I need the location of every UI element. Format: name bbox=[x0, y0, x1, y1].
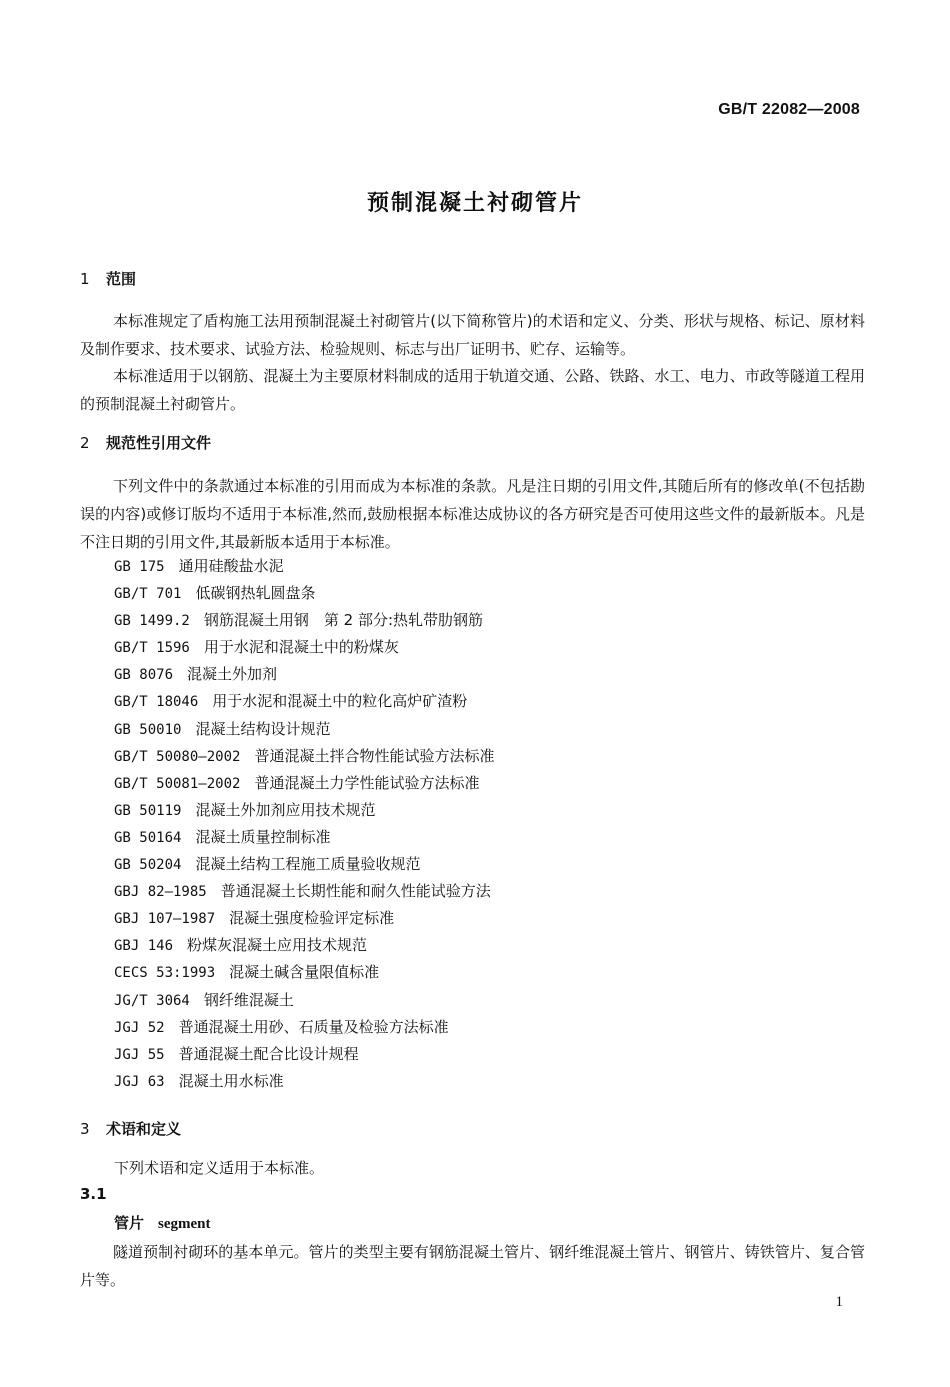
terms-intro: 下列术语和定义适用于本标准。 bbox=[114, 1159, 325, 1177]
reference-code: GB/T 701 bbox=[114, 586, 182, 603]
section-heading-terms bbox=[80, 1118, 181, 1139]
reference-code: GB 50010 bbox=[114, 721, 182, 738]
reference-code: GB 175 bbox=[114, 559, 165, 575]
scope-paragraph-2: 本标准适用于以钢筋、混凝土为主要原材料制成的适用于轨道交通、公路、铁路、水工、电力、市政等隧道工程用的预制混凝土衬砌管片。 bbox=[80, 367, 865, 413]
reference-code: GBJ 146 bbox=[114, 938, 174, 955]
term-definition: 隧道预制衬砌环的基本单元。管片的类型主要有钢筋混凝土管片、钢纤维混凝土管片、钢管片、铸铁管片、复合管片等。 bbox=[80, 1243, 865, 1289]
reference-item bbox=[114, 661, 494, 688]
references-intro: 下列文件中的条款通过本标准的引用而成为本标准的条款。凡是注日期的引用文件,其随后所有的修改单(不包括勘误的内容)或修订版均不适用于本标准,然而,鼓励根据本标准达成协议的各方研究是否可使用这些文件的最新版本。凡是不注日期的引用文件,其最新版本适用于本标准。 bbox=[80, 477, 865, 551]
reference-title: 粉煤灰混凝土应用技术规范 bbox=[187, 936, 368, 955]
reference-title: 混凝土外加剂应用技术规范 bbox=[195, 800, 376, 819]
reference-title: 普通混凝土长期性能和耐久性能试验方法 bbox=[220, 882, 491, 901]
reference-title: 用于水泥和混凝土中的粉煤灰 bbox=[203, 638, 399, 657]
reference-item bbox=[114, 1068, 494, 1095]
section-heading-scope bbox=[80, 268, 136, 289]
section-title: 规范性引用文件 bbox=[106, 434, 212, 452]
reference-title: 混凝土结构设计规范 bbox=[195, 719, 331, 738]
reference-item bbox=[114, 878, 494, 905]
section-number: 3 bbox=[80, 1120, 90, 1138]
reference-item bbox=[114, 634, 494, 661]
reference-code: GB 1499.2 bbox=[114, 613, 190, 630]
reference-title: 混凝土强度检验评定标准 bbox=[229, 909, 395, 928]
reference-title: 钢纤维混凝土 bbox=[203, 990, 294, 1009]
term-chinese: 管片 bbox=[114, 1214, 145, 1232]
reference-title: 通用硅酸盐水泥 bbox=[178, 557, 284, 575]
reference-code: JGJ 55 bbox=[114, 1046, 165, 1063]
reference-item bbox=[114, 743, 494, 770]
reference-code: GB/T 50080—2002 bbox=[114, 748, 241, 765]
reference-title: 钢筋混凝土用钢 第 2 部分:热轧带肋钢筋 bbox=[203, 611, 483, 630]
reference-code: JG/T 3064 bbox=[114, 992, 190, 1009]
reference-title: 普通混凝土力学性能试验方法标准 bbox=[254, 773, 480, 792]
reference-code: GBJ 82—1985 bbox=[114, 884, 207, 901]
document-title: 预制混凝土衬砌管片 bbox=[366, 191, 583, 216]
reference-code: GBJ 107—1987 bbox=[114, 911, 216, 928]
reference-item bbox=[114, 824, 494, 851]
reference-title: 混凝土碱含量限值标准 bbox=[229, 963, 380, 982]
reference-item bbox=[114, 851, 494, 878]
reference-title: 普通混凝土配合比设计规程 bbox=[178, 1044, 359, 1063]
reference-item bbox=[114, 770, 494, 797]
term-name bbox=[114, 1212, 211, 1233]
term-number: 3.1 bbox=[80, 1185, 107, 1203]
reference-title: 混凝土结构工程施工质量验收规范 bbox=[195, 855, 421, 874]
reference-code: GB 8076 bbox=[114, 667, 174, 684]
section-title: 范围 bbox=[106, 270, 137, 288]
reference-code: JGJ 52 bbox=[114, 1019, 165, 1036]
reference-code: GB/T 1596 bbox=[114, 640, 190, 657]
reference-code: GB/T 50081—2002 bbox=[114, 775, 241, 792]
term-english: segment bbox=[158, 1216, 211, 1232]
reference-code: CECS 53:1993 bbox=[114, 965, 216, 982]
reference-title: 混凝土用水标准 bbox=[178, 1071, 284, 1090]
reference-title: 普通混凝土用砂、石质量及检验方法标准 bbox=[178, 1017, 449, 1036]
reference-item bbox=[114, 716, 494, 743]
section-number: 2 bbox=[80, 434, 90, 452]
reference-item bbox=[114, 905, 494, 932]
reference-item bbox=[114, 688, 494, 715]
reference-list bbox=[114, 553, 494, 1095]
standard-number: GB/T 22082—2008 bbox=[718, 101, 860, 118]
scope-paragraph-1: 本标准规定了盾构施工法用预制混凝土衬砌管片(以下简称管片)的术语和定义、分类、形状与规格、标记、原材料及制作要求、技术要求、试验方法、检验规则、标志与出厂证明书、贮存、运输等。 bbox=[80, 312, 865, 358]
reference-code: JGJ 63 bbox=[114, 1073, 165, 1090]
reference-item bbox=[114, 932, 494, 959]
reference-title: 低碳钢热轧圆盘条 bbox=[195, 584, 316, 603]
reference-item bbox=[114, 797, 494, 824]
section-number: 1 bbox=[80, 270, 90, 288]
reference-code: GB 50164 bbox=[114, 829, 182, 846]
reference-code: GB 50204 bbox=[114, 857, 182, 874]
reference-code: GB 50119 bbox=[114, 802, 182, 819]
reference-title: 用于水泥和混凝土中的粒化高炉矿渣粉 bbox=[212, 692, 468, 711]
reference-item bbox=[114, 607, 494, 634]
page-number: 1 bbox=[835, 1294, 843, 1310]
reference-item bbox=[114, 1014, 494, 1041]
reference-item bbox=[114, 580, 494, 607]
reference-title: 混凝土质量控制标准 bbox=[195, 827, 331, 846]
reference-title: 混凝土外加剂 bbox=[187, 665, 278, 684]
section-heading-normative-references bbox=[80, 432, 211, 453]
section-title: 术语和定义 bbox=[106, 1120, 182, 1138]
reference-item bbox=[114, 553, 494, 580]
reference-code: GB/T 18046 bbox=[114, 694, 199, 711]
reference-title: 普通混凝土拌合物性能试验方法标准 bbox=[254, 746, 495, 765]
reference-item bbox=[114, 959, 494, 986]
reference-item bbox=[114, 987, 494, 1014]
reference-item bbox=[114, 1041, 494, 1068]
